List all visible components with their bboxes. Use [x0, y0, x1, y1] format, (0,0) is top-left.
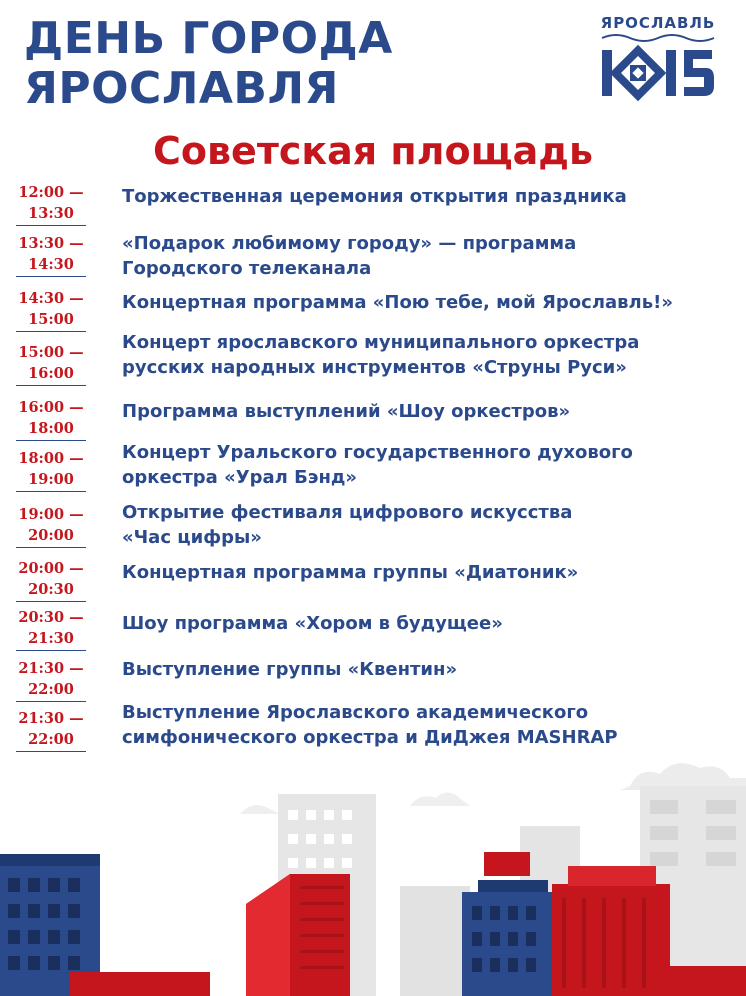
time-range: [16, 233, 86, 277]
row-divider: [16, 385, 86, 386]
time-end: 21:30: [28, 630, 74, 647]
page-title: [24, 14, 393, 114]
event-title: Шоу программа «Хором в будущее»: [122, 613, 503, 634]
time-start: 19:00 —: [18, 506, 84, 523]
time-range: [16, 658, 86, 702]
event-title: Концерт ярославского муниципального оркестра русских народных инструментов «Струны Руси»: [122, 332, 640, 378]
row-divider: [16, 601, 86, 602]
title-line-2: ЯРОСЛАВЛЯ: [24, 63, 339, 114]
time-end: 18:00: [28, 420, 74, 437]
event-title: «Подарок любимому городу» — программа Городского телеканала: [122, 233, 577, 279]
row-divider: [16, 701, 86, 702]
event-title: Торжественная церемония открытия праздника: [122, 186, 627, 207]
time-end: 13:30: [28, 205, 74, 222]
logo-word: ЯРОСЛАВЛЬ: [600, 14, 716, 32]
row-divider: [16, 331, 86, 332]
time-start: 16:00 —: [18, 399, 84, 416]
row-divider: [16, 225, 86, 226]
time-range: [16, 504, 86, 548]
time-start: 21:30 —: [18, 660, 84, 677]
time-end: 16:00: [28, 365, 74, 382]
time-range: [16, 342, 86, 386]
time-range: [16, 708, 86, 752]
event-title: Концертная программа группы «Диатоник»: [122, 562, 579, 583]
row-divider: [16, 440, 86, 441]
logo-emblem-icon: [596, 32, 720, 104]
time-start: 21:30 —: [18, 710, 84, 727]
event-title: Концерт Уральского государственного духового оркестра «Урал Бэнд»: [122, 442, 633, 488]
time-start: 18:00 —: [18, 450, 84, 467]
row-divider: [16, 276, 86, 277]
row-divider: [16, 547, 86, 548]
time-start: 12:00 —: [18, 184, 84, 201]
time-start: 15:00 —: [18, 344, 84, 361]
time-start: 13:30 —: [18, 235, 84, 252]
event-title: Концертная программа «Пою тебе, мой Ярославль!»: [122, 292, 673, 313]
time-end: 15:00: [28, 311, 74, 328]
event-title: Выступление Ярославского академического симфонического оркестра и ДиДжея MASHRAP: [122, 702, 618, 748]
time-range: [16, 558, 86, 602]
title-line-1: ДЕНЬ ГОРОДА: [24, 13, 393, 64]
time-start: 20:00 —: [18, 560, 84, 577]
event-title: Программа выступлений «Шоу оркестров»: [122, 401, 571, 422]
city-skyline-illustration: [0, 756, 746, 996]
time-start: 14:30 —: [18, 290, 84, 307]
row-divider: [16, 751, 86, 752]
time-range: [16, 182, 86, 226]
time-end: 20:30: [28, 581, 74, 598]
time-range: [16, 288, 86, 332]
time-end: 19:00: [28, 471, 74, 488]
row-divider: [16, 491, 86, 492]
time-range: [16, 607, 86, 651]
yaroslavl-1015-logo: [596, 14, 720, 104]
time-end: 22:00: [28, 681, 74, 698]
time-range: [16, 397, 86, 441]
time-end: 22:00: [28, 731, 74, 748]
time-end: 14:30: [28, 256, 74, 273]
venue-title: Советская площадь: [153, 129, 593, 173]
time-end: 20:00: [28, 527, 74, 544]
time-range: [16, 448, 86, 492]
row-divider: [16, 650, 86, 651]
event-title: Открытие фестиваля цифрового искусства «Час цифры»: [122, 502, 573, 548]
time-start: 20:30 —: [18, 609, 84, 626]
event-title: Выступление группы «Квентин»: [122, 659, 458, 680]
